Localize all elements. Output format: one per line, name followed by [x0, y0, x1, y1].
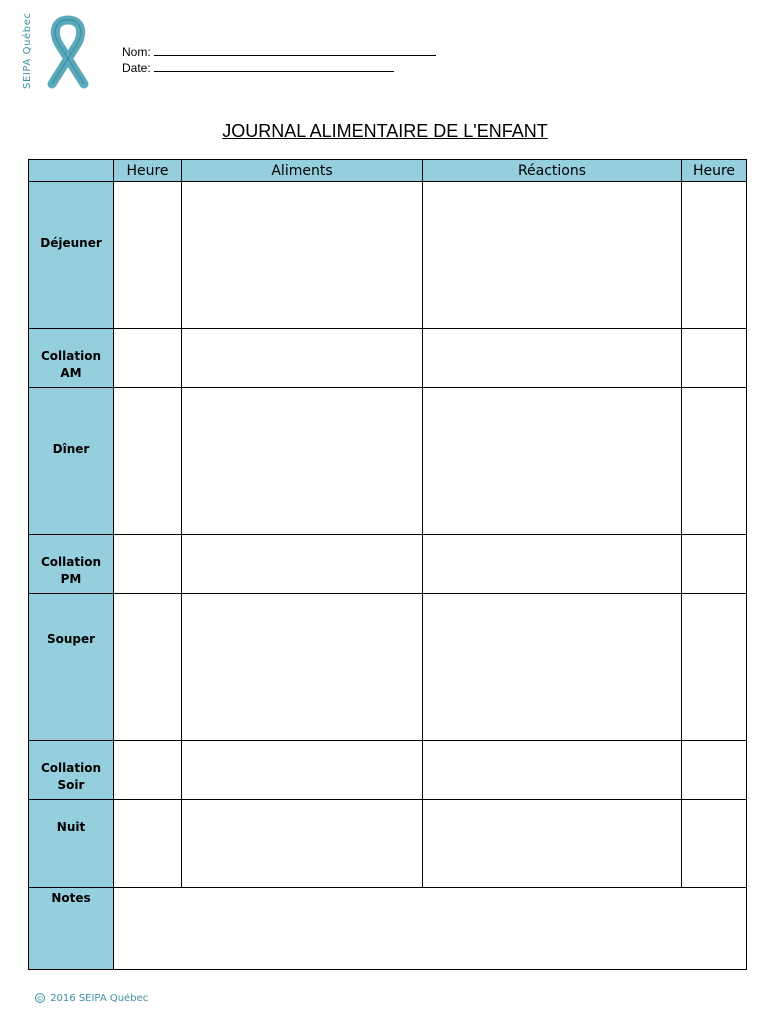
- reactions-cell[interactable]: [423, 388, 682, 535]
- notes-cell[interactable]: [114, 888, 747, 970]
- table-row: [29, 594, 747, 741]
- name-label: Nom:: [122, 45, 151, 59]
- time-cell[interactable]: [114, 388, 182, 535]
- reactions-cell[interactable]: [423, 594, 682, 741]
- time-cell[interactable]: [114, 800, 182, 888]
- row-label-collation-soir: Collation Soir: [29, 741, 114, 800]
- column-header-foods: Aliments: [182, 160, 423, 182]
- foods-cell[interactable]: [182, 535, 423, 594]
- table-row: [29, 388, 747, 535]
- logo-text: SEIPA Québec: [22, 12, 33, 90]
- table-row: [29, 741, 747, 800]
- column-header-reactions: Réactions: [423, 160, 682, 182]
- foods-cell[interactable]: [182, 388, 423, 535]
- row-label-collation-am: Collation AM: [29, 329, 114, 388]
- reactions-cell[interactable]: [423, 800, 682, 888]
- awareness-ribbon-icon: [40, 12, 96, 92]
- reactions-cell[interactable]: [423, 182, 682, 329]
- table-row: [29, 535, 747, 594]
- row-label-nuit: Nuit: [29, 800, 114, 888]
- copyright-icon: ©: [36, 995, 44, 1003]
- reactions-cell[interactable]: [423, 329, 682, 388]
- time-cell-2[interactable]: [682, 800, 747, 888]
- foods-cell[interactable]: [182, 329, 423, 388]
- column-header-time: Heure: [114, 160, 182, 182]
- time-cell-2[interactable]: [682, 741, 747, 800]
- foods-cell[interactable]: [182, 594, 423, 741]
- row-label-notes: Notes: [29, 888, 114, 970]
- foods-cell[interactable]: [182, 800, 423, 888]
- row-label-dejeuner: Déjeuner: [29, 182, 114, 329]
- date-row: [122, 60, 436, 76]
- table-row: [29, 329, 747, 388]
- row-label-souper: Souper: [29, 594, 114, 741]
- time-cell-2[interactable]: [682, 594, 747, 741]
- header-row: [29, 160, 747, 182]
- column-header-time-2: Heure: [682, 160, 747, 182]
- time-cell[interactable]: [114, 329, 182, 388]
- table-row: [29, 888, 747, 970]
- page-title: JOURNAL ALIMENTAIRE DE L'ENFANT: [222, 121, 548, 141]
- time-cell[interactable]: [114, 535, 182, 594]
- header-fields: [122, 44, 436, 76]
- time-cell[interactable]: [114, 741, 182, 800]
- food-journal-table: [28, 159, 747, 970]
- row-label-collation-pm: Collation PM: [29, 535, 114, 594]
- reactions-cell[interactable]: [423, 741, 682, 800]
- copyright-footer: [35, 993, 148, 1004]
- date-label: Date:: [122, 61, 151, 75]
- foods-cell[interactable]: [182, 182, 423, 329]
- time-cell-2[interactable]: [682, 329, 747, 388]
- time-cell[interactable]: [114, 182, 182, 329]
- time-cell-2[interactable]: [682, 388, 747, 535]
- time-cell-2[interactable]: [682, 182, 747, 329]
- date-field[interactable]: [154, 60, 394, 72]
- column-header-blank: [29, 160, 114, 182]
- table-row: [29, 800, 747, 888]
- time-cell-2[interactable]: [682, 535, 747, 594]
- name-row: [122, 44, 436, 60]
- reactions-cell[interactable]: [423, 535, 682, 594]
- name-field[interactable]: [154, 44, 436, 56]
- table-row: [29, 182, 747, 329]
- row-label-diner: Dîner: [29, 388, 114, 535]
- time-cell[interactable]: [114, 594, 182, 741]
- foods-cell[interactable]: [182, 741, 423, 800]
- copyright-text: 2016 SEIPA Québec: [50, 993, 149, 1004]
